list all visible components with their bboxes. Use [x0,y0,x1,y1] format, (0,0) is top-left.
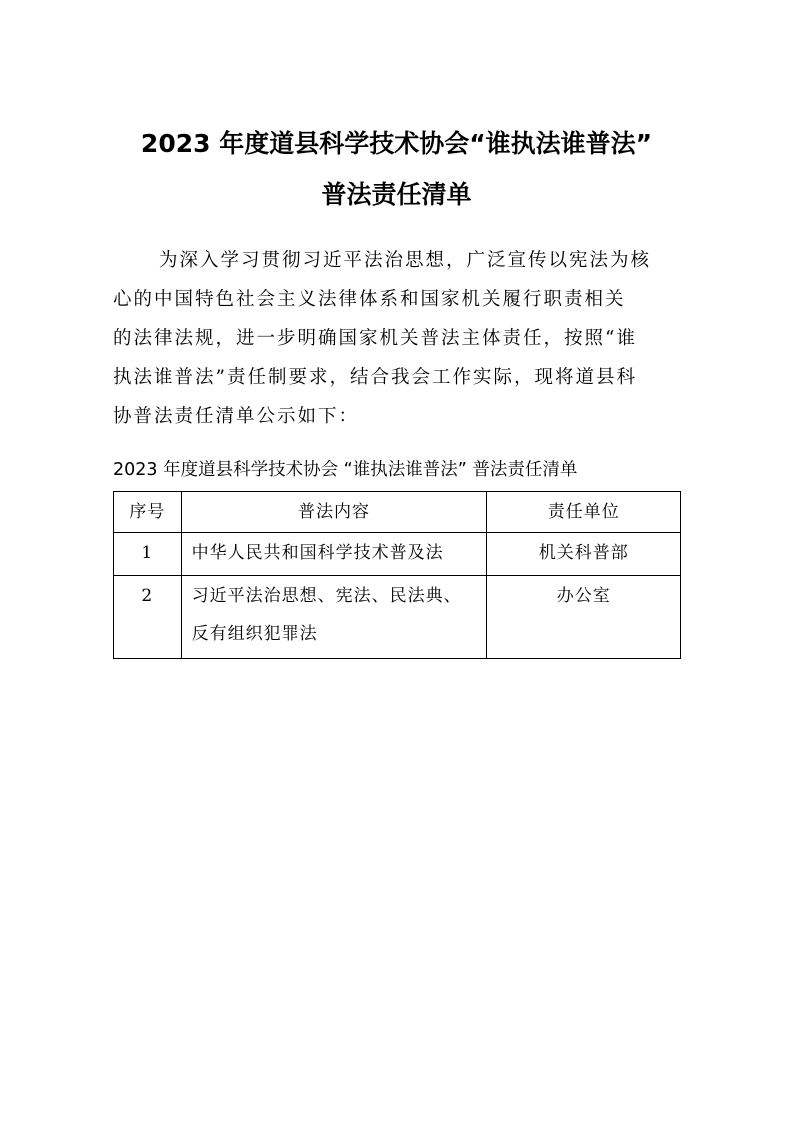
table-caption: 2023 年度道县科学技术协会 “谁执法谁普法” 普法责任清单 [113,460,578,480]
intro-line: 为深入学习贯彻习近平法治思想，广泛宣传以宪法为核 [159,250,652,271]
row-content [181,533,487,576]
table-header-row [114,492,681,533]
intro-line: 执法谁普法”责任制要求，结合我会工作实际，现将道县科 [113,367,637,388]
table-row [114,533,681,576]
row-serial-number: 1 [114,533,182,576]
row-content-line: 习近平法治思想、宪法、民法典、 [191,586,462,606]
table-row [114,576,681,659]
header-content: 普法内容 [181,492,487,533]
row-responsible-unit: 机关科普部 [487,533,681,576]
row-serial-number: 2 [114,576,182,659]
header-responsible-unit: 责任单位 [487,492,681,533]
responsibility-table [113,491,681,659]
intro-paragraph [113,241,683,436]
document-title-line-2: 普法责任清单 [321,180,472,209]
intro-line: 协普法责任清单公示如下： [113,406,360,427]
intro-line: 的法律法规，进一步明确国家机关普法主体责任，按照“谁 [113,328,637,349]
row-content-line: 中华人民共和国科学技术普及法 [191,543,444,563]
header-serial-number: 序号 [114,492,182,533]
row-responsible-unit: 办公室 [487,576,681,659]
intro-line: 心的中国特色社会主义法律体系和国家机关履行职责相关 [113,289,626,310]
row-content [181,576,487,659]
row-content-line: 反有组织犯罪法 [191,624,318,644]
document-title-line-1: 2023 年度道县科学技术协会“谁执法谁普法” [140,129,653,158]
